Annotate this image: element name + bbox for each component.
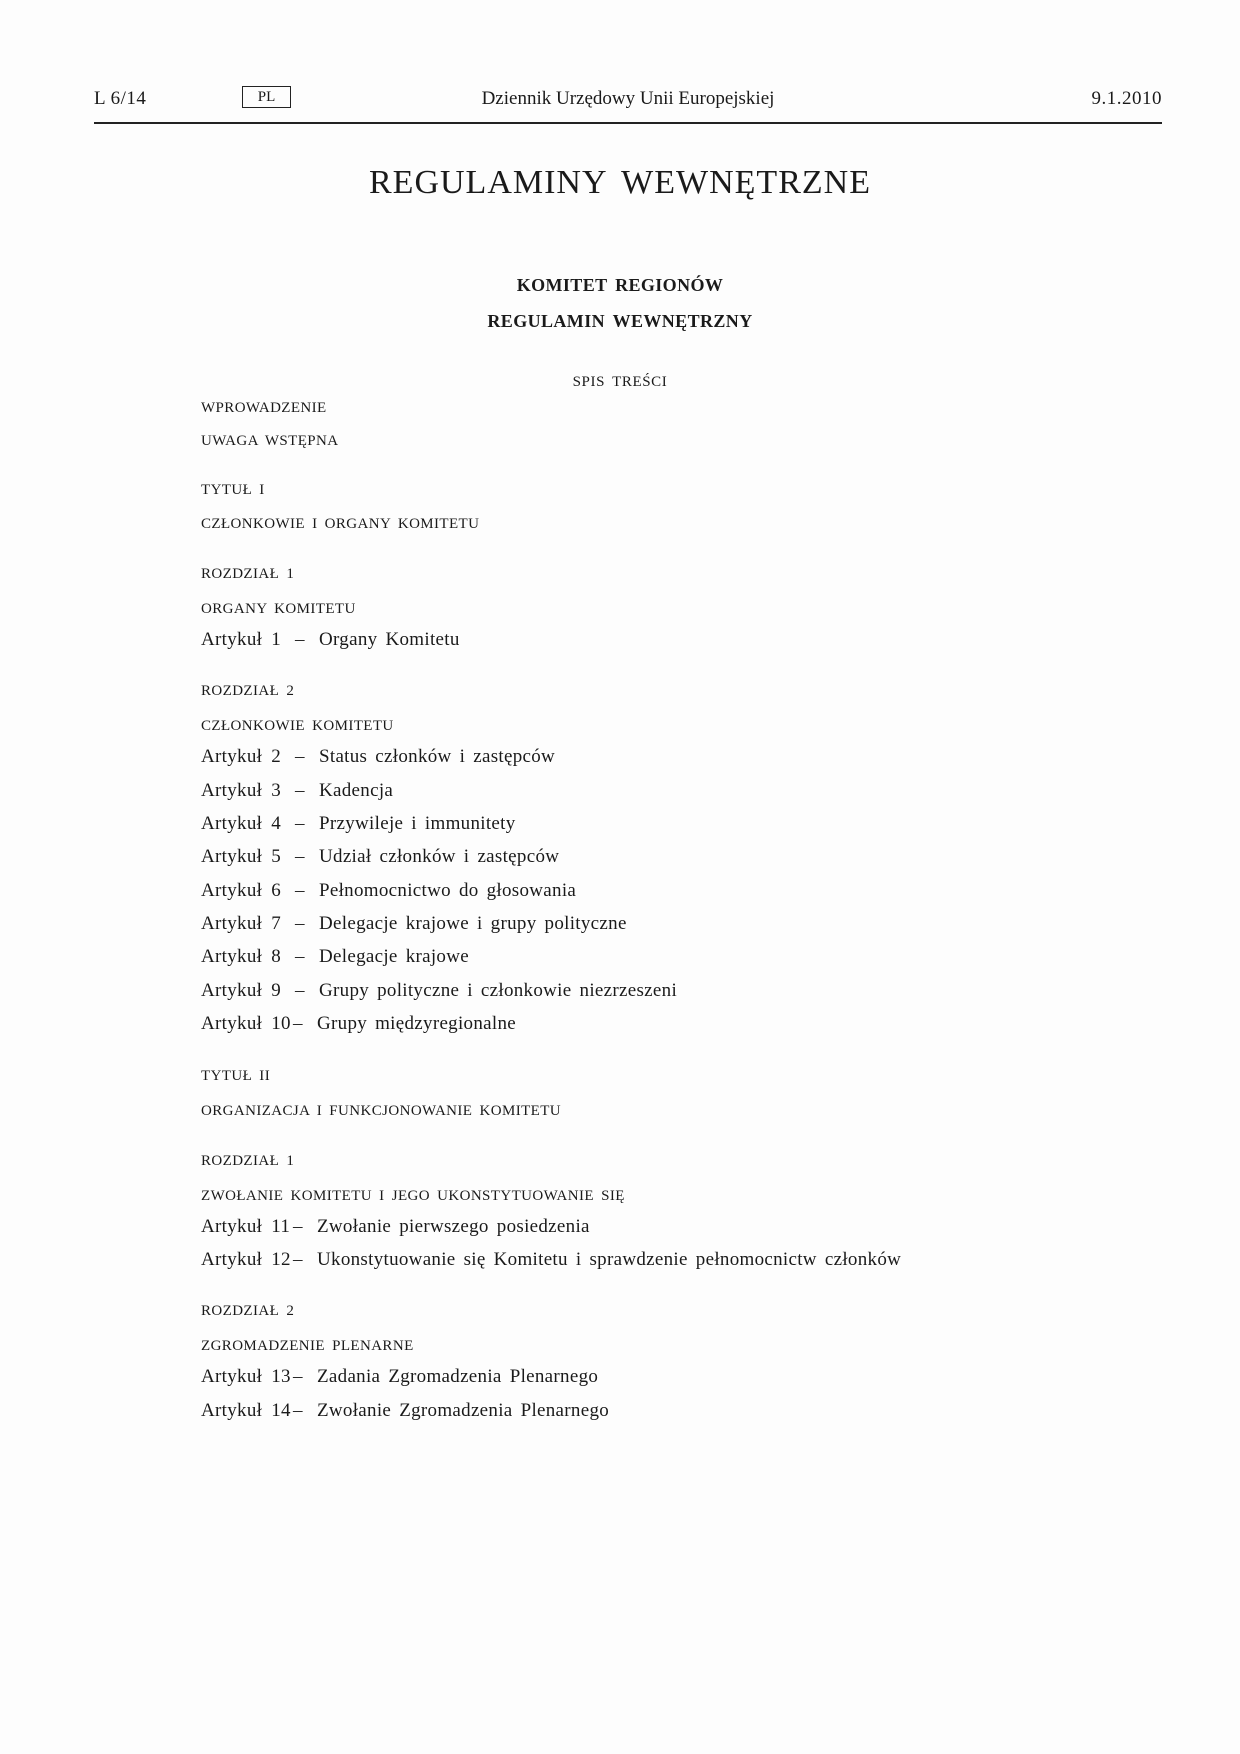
toc-section-heading: WPROWADZENIE: [201, 400, 327, 416]
toc-article-entry: [201, 1216, 590, 1238]
article-number: Artykuł 11: [201, 1216, 291, 1237]
article-title: Kadencja: [319, 780, 394, 801]
toc-article-entry: [201, 880, 576, 902]
toc-section-heading: TYTUŁ I: [201, 482, 265, 498]
toc-article-entry: [201, 1400, 609, 1422]
page-reference: L 6/14: [94, 88, 147, 109]
toc-article-entry: [201, 780, 393, 802]
main-title: REGULAMINY WEWNĘTRZNE: [369, 164, 871, 201]
toc-section-heading: ROZDZIAŁ 1: [201, 566, 295, 582]
article-title: Zwołanie Zgromadzenia Plenarnego: [317, 1400, 610, 1421]
toc-section-heading: CZŁONKOWIE I ORGANY KOMITETU: [201, 516, 480, 532]
article-number: Artykuł 13: [201, 1366, 291, 1387]
dash-separator: –: [293, 1216, 303, 1237]
article-number: Artykuł 9: [201, 980, 282, 1001]
toc-article-entry: [201, 946, 469, 968]
toc-article-entry: [201, 1013, 516, 1035]
toc-section-heading: ROZDZIAŁ 1: [201, 1153, 295, 1169]
toc-article-entry: [201, 1249, 901, 1271]
article-number: Artykuł 8: [201, 946, 282, 967]
article-title: Zadania Zgromadzenia Plenarnego: [317, 1366, 599, 1387]
article-title: Przywileje i immunitety: [319, 813, 516, 834]
dash-separator: –: [293, 1013, 303, 1034]
article-number: Artykuł 12: [201, 1249, 291, 1270]
article-number: Artykuł 1: [201, 629, 282, 650]
toc-section-heading: UWAGA WSTĘPNA: [201, 433, 339, 449]
dash-separator: –: [295, 880, 305, 901]
dash-separator: –: [295, 980, 305, 1001]
article-number: Artykuł 5: [201, 846, 282, 867]
dash-separator: –: [295, 846, 305, 867]
article-number: Artykuł 7: [201, 913, 282, 934]
article-number: Artykuł 14: [201, 1400, 291, 1421]
dash-separator: –: [295, 746, 305, 767]
dash-separator: –: [295, 946, 305, 967]
toc-heading: SPIS TREŚCI: [572, 374, 668, 390]
dash-separator: –: [295, 629, 305, 650]
toc-section-heading: ORGANY KOMITETU: [201, 601, 356, 617]
publication-date: 9.1.2010: [1091, 88, 1162, 109]
article-number: Artykuł 3: [201, 780, 282, 801]
article-title: Status członków i zastępców: [319, 746, 556, 767]
toc-section-heading: ROZDZIAŁ 2: [201, 1303, 295, 1319]
toc-section-heading: ZGROMADZENIE PLENARNE: [201, 1338, 414, 1354]
dash-separator: –: [293, 1366, 303, 1387]
article-number: Artykuł 2: [201, 746, 282, 767]
article-title: Organy Komitetu: [319, 629, 460, 650]
header-rule: [94, 122, 1162, 124]
article-number: Artykuł 10: [201, 1013, 291, 1034]
toc-section-heading: ROZDZIAŁ 2: [201, 683, 295, 699]
article-number: Artykuł 4: [201, 813, 282, 834]
journal-header: [94, 86, 1162, 114]
article-title: Delegacje krajowe i grupy polityczne: [319, 913, 627, 934]
toc-article-entry: [201, 813, 516, 835]
toc-article-entry: [201, 913, 627, 935]
article-title: Grupy międzyregionalne: [317, 1013, 517, 1034]
toc-article-entry: [201, 980, 677, 1002]
article-number: Artykuł 6: [201, 880, 282, 901]
toc-section-heading: CZŁONKOWIE KOMITETU: [201, 718, 394, 734]
article-title: Grupy polityczne i członkowie niezrzeszeni: [319, 980, 678, 1001]
toc-section-heading: ZWOŁANIE KOMITETU I JEGO UKONSTYTUOWANIE SIĘ: [201, 1188, 625, 1204]
language-badge: PL: [242, 86, 291, 108]
dash-separator: –: [293, 1400, 303, 1421]
toc-article-entry: [201, 629, 460, 651]
body-name: KOMITET REGIONÓW: [516, 275, 724, 295]
dash-separator: –: [295, 813, 305, 834]
toc-article-entry: [201, 846, 559, 868]
article-title: Pełnomocnictwo do głosowania: [319, 880, 577, 901]
dash-separator: –: [295, 913, 305, 934]
dash-separator: –: [295, 780, 305, 801]
article-title: Delegacje krajowe: [319, 946, 469, 967]
article-title: Ukonstytuowanie się Komitetu i sprawdzenie pełnomocnictw członków: [317, 1249, 902, 1270]
toc-section-heading: ORGANIZACJA I FUNKCJONOWANIE KOMITETU: [201, 1103, 562, 1119]
dash-separator: –: [293, 1249, 303, 1270]
toc-article-entry: [201, 1366, 598, 1388]
article-title: Zwołanie pierwszego posiedzenia: [317, 1216, 590, 1237]
article-title: Udział członków i zastępców: [319, 846, 560, 867]
toc-article-entry: [201, 746, 555, 768]
toc-section-heading: TYTUŁ II: [201, 1068, 271, 1084]
document-title: REGULAMIN WEWNĘTRZNY: [487, 311, 753, 331]
journal-title: Dziennik Urzędowy Unii Europejskiej: [481, 88, 775, 109]
